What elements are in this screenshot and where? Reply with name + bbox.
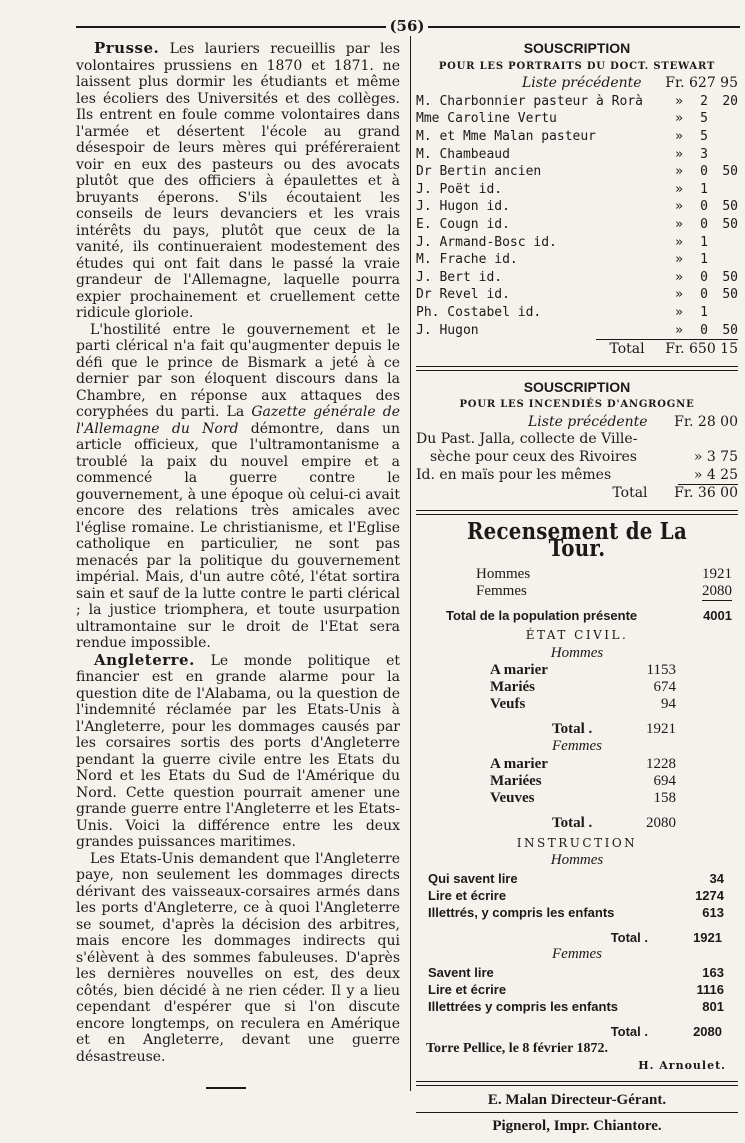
subscriber-mark: » bbox=[675, 164, 683, 180]
angleterre-paragraph bbox=[76, 652, 400, 851]
subscriber-francs: 5 bbox=[700, 128, 708, 144]
census-row-value: 674 bbox=[653, 679, 676, 696]
subscriber-row bbox=[416, 304, 738, 322]
etats-unis-paragraph: Les Etats-Unis demandent que l'Angleterre paye, non seulement les dommages directs dérivant des vaisseaux-corsaires armés dans les ports d'Angleterre, ce à quoi l'Angleterre se soumet, d'après la décision des arbitres, mais encore les dommages indirects qui s'élèvent à des sommes fabuleuses. D'après les dernières nouvelles on est, des deux côtés, bien décidé à ne rien céder. Il y a lieu cependant d'espérer que si l'on discute encore longtemps, on reculera en Amérique et en Angleterre, devant une guerre désastreuse. bbox=[76, 850, 400, 1065]
subscriber-mark: » bbox=[675, 252, 683, 268]
angrogne-total bbox=[416, 485, 738, 503]
subscriber-mark: » bbox=[675, 269, 683, 285]
subscriber-name: E. Cougn id. bbox=[416, 216, 510, 232]
instruction-row-value: 1274 bbox=[695, 888, 724, 903]
census-row bbox=[416, 790, 738, 807]
angrogne-line-2 bbox=[416, 449, 738, 467]
header-rule-left bbox=[76, 26, 386, 28]
stewart-title: SOUSCRIPTION bbox=[523, 40, 631, 56]
instruction-row-value: 613 bbox=[702, 905, 724, 920]
right-column bbox=[416, 40, 738, 1136]
gazette-title: Gazette générale de l'Allemagne du Nord bbox=[76, 404, 400, 437]
census-row-label: Mariés bbox=[490, 679, 535, 696]
director-line: E. Malan Directeur-Gérant. bbox=[487, 1091, 667, 1108]
census-row-value: 694 bbox=[653, 772, 676, 789]
hostilite-paragraph bbox=[76, 322, 400, 652]
subscriber-row bbox=[416, 216, 738, 234]
subscriber-francs: 0 bbox=[700, 199, 708, 215]
subscriber-name: M. et Mme Malan pasteur bbox=[416, 128, 597, 144]
subscriber-francs: 2 bbox=[700, 93, 708, 109]
subscriber-row bbox=[416, 198, 738, 216]
instruction-femmes-heading: Femmes bbox=[552, 946, 602, 962]
page-number: (56) bbox=[386, 16, 428, 36]
instruction-femmes-rows bbox=[416, 964, 738, 1015]
subscriber-francs: 0 bbox=[700, 287, 708, 303]
angrogne-total-value: Fr. 36 00 bbox=[674, 485, 738, 502]
census-total-pop-label: Total de la population présente bbox=[446, 608, 638, 624]
hommes-total bbox=[416, 721, 738, 738]
subscriber-row bbox=[416, 322, 738, 340]
subscriber-mark: » bbox=[675, 181, 683, 197]
femmes-total bbox=[416, 815, 738, 832]
subscriber-mark: » bbox=[675, 234, 683, 250]
subscriber-cents: 50 bbox=[722, 269, 738, 285]
subscriber-row bbox=[416, 93, 738, 111]
prusse-heading: Prusse. bbox=[94, 39, 160, 57]
angrogne-subscription bbox=[416, 379, 738, 503]
census-row bbox=[416, 756, 738, 773]
subscriber-francs: 3 bbox=[700, 146, 708, 162]
instruction-row-label: Lire et écrire bbox=[428, 888, 507, 903]
section-double-rule-3 bbox=[416, 1081, 738, 1086]
instruction-row bbox=[416, 981, 738, 998]
prusse-paragraph bbox=[76, 40, 400, 322]
stewart-previous-list bbox=[416, 75, 738, 93]
subscriber-row bbox=[416, 110, 738, 128]
subscriber-cents: 20 bbox=[722, 93, 738, 109]
left-column bbox=[76, 40, 400, 1089]
census-row-label: Mariées bbox=[490, 772, 542, 789]
subscriber-cents: 50 bbox=[722, 287, 738, 303]
census-row-label: A marier bbox=[490, 755, 548, 772]
instruction-row bbox=[416, 887, 738, 904]
subscriber-mark: » bbox=[675, 93, 683, 109]
subscriber-row bbox=[416, 286, 738, 304]
instruction-row-label: Illettrés, y compris les enfants bbox=[428, 905, 615, 920]
subscriber-mark: » bbox=[675, 199, 683, 215]
census-femmes-value: 2080 bbox=[702, 583, 732, 600]
angrogne-line-2-text: sèche pour ceux des Rivoires bbox=[430, 449, 637, 466]
hostilite-text-b: démontre, dans un article officieux, que l'ultramontanisme a troublé la paix du nouvel empire et a commencé la guerre contre le gouvernement, à une époque où celui-ci avait encore des relations très amicales avec l'église romaine. Le christianisme, et l'Eglise catholique en particulier, ne sont pas menacés par la politique du gouvernement impérial. Mais, d'un autre côté, l'état sortira sain et sauf de la lutte contre le parti clérical ; la justice triomphera, et toute usurpation ultramontaine sur le droit de l'Etat sera rendue impossible. bbox=[76, 420, 400, 651]
etat-civil-hommes-heading: Hommes bbox=[550, 644, 604, 661]
instruction-row bbox=[416, 964, 738, 981]
instruction-row-label: Qui savent lire bbox=[428, 871, 518, 886]
subscriber-name: Ph. Costabel id. bbox=[416, 304, 542, 320]
instruction-row-label: Savent lire bbox=[428, 964, 494, 980]
subscriber-name: J. Armand-Bosc id. bbox=[416, 234, 557, 250]
column-divider bbox=[410, 36, 411, 1091]
instruction-row-value: 34 bbox=[709, 871, 724, 886]
instruction-hommes-rows bbox=[416, 870, 738, 921]
census-place-date bbox=[416, 1040, 738, 1058]
instruction-row-label: Illettrées y compris les enfants bbox=[428, 998, 619, 1014]
census-femmes bbox=[416, 583, 732, 601]
stewart-total bbox=[596, 339, 738, 359]
stewart-prev-value: Fr. 627 95 bbox=[665, 75, 738, 92]
subscriber-mark: » bbox=[675, 322, 683, 338]
subscriber-name: J. Hugon bbox=[416, 322, 479, 338]
census-row-label: A marier bbox=[490, 662, 548, 679]
subscriber-name: Dr Bertin ancien bbox=[416, 164, 542, 180]
subscriber-name: M. Charbonnier pasteur à Rorà bbox=[416, 93, 643, 109]
subscriber-row bbox=[416, 128, 738, 146]
census-row-label: Veuves bbox=[490, 789, 535, 806]
census-row-value: 158 bbox=[653, 789, 676, 806]
angrogne-line-3-value: » 4 25 bbox=[678, 467, 738, 486]
femmes-total-value: 2080 bbox=[646, 814, 676, 831]
subscriber-francs: 1 bbox=[700, 304, 708, 320]
angrogne-line-1: Du Past. Jalla, collecte de Ville- bbox=[416, 431, 638, 448]
instruction-row-value: 1116 bbox=[696, 981, 724, 997]
instruction-row bbox=[416, 870, 738, 887]
hommes-rows bbox=[416, 662, 738, 713]
printer-line: Pignerol, Impr. Chiantore. bbox=[492, 1118, 662, 1135]
etat-civil-femmes-heading: Femmes bbox=[552, 738, 602, 755]
angrogne-line-3-text: Id. en maïs pour les mêmes bbox=[416, 466, 612, 483]
angleterre-text: Le monde politique et financier est en grande alarme pour la question dite de l'Alabama, ou la question de l'indemnité réclamée par les Etats-Unis à l'Angleterre, pour les dommages causés par les corsaires sortis des ports d'Angleterre pendant la guerre civile entre les Etats du Nord et les Etats du Sud de l'Amérique du Nord. Cette question pourrait amener une grande guerre entre l'Angleterre et les Etats-Unis. Voici la différence entre les deux grandes puissances maritimes. bbox=[76, 652, 400, 850]
section-double-rule-1 bbox=[416, 366, 738, 371]
stewart-subtitle: POUR LES PORTRAITS DU DOCT. STEWART bbox=[438, 60, 716, 72]
angrogne-line-3 bbox=[416, 467, 738, 486]
stewart-subscription bbox=[416, 40, 738, 359]
instruction-femmes-total-label: Total . bbox=[610, 1023, 648, 1039]
census-row-value: 1228 bbox=[646, 755, 676, 772]
stewart-prev-label: Liste précédente bbox=[521, 75, 642, 92]
prusse-text: Les lauriers recueillis par les volontaires prussiens en 1870 et 1871. ne laissent plus dormir les étudiants et même les écoliers des Universités et des collèges. Ils entrent en foule comme volontaires dans l'armée et désertent l'école au grand désespoir de leurs mères qui préféreraient voir en eux des pasteurs ou des avocats plutôt que des officiers à épaulettes et à bruyants éperons. S'ils écoutaient les conseils de leurs devanciers et les vrais intérêts du pays, plutôt que ceux de la vanité, ils continueraient modestement des études qui ont fait dans le passé la vraie grandeur de l'Allemagne, laquelle pourra expier prochainement et cruellement cette ridicule gloriole. bbox=[76, 41, 401, 321]
census-title: Recensement de La Tour. bbox=[466, 517, 688, 563]
femmes-total-label: Total . bbox=[552, 814, 593, 831]
census-hommes-label: Hommes bbox=[476, 566, 531, 583]
subscriber-name: Dr Revel id. bbox=[416, 287, 510, 303]
hommes-total-label: Total . bbox=[552, 721, 593, 738]
stewart-rows bbox=[416, 93, 738, 339]
instruction-row bbox=[416, 998, 738, 1015]
census-hommes bbox=[416, 566, 732, 583]
subscriber-row bbox=[416, 181, 738, 199]
section-double-rule-2 bbox=[416, 510, 738, 515]
stewart-total-label: Total bbox=[609, 341, 645, 358]
femmes-rows bbox=[416, 756, 738, 807]
instruction-heading: INSTRUCTION bbox=[516, 835, 638, 850]
subscriber-row bbox=[416, 146, 738, 164]
instruction-hommes-total-label: Total . bbox=[610, 930, 648, 945]
subscriber-mark: » bbox=[675, 128, 683, 144]
angleterre-heading: Angleterre. bbox=[94, 650, 195, 669]
subscriber-name: M. Chambeaud bbox=[416, 146, 510, 162]
subscriber-name: M. Frache id. bbox=[416, 252, 518, 268]
subscriber-francs: 0 bbox=[700, 164, 708, 180]
census-section bbox=[416, 517, 738, 1075]
hommes-total-value: 1921 bbox=[646, 721, 676, 738]
angrogne-previous-list bbox=[416, 414, 738, 432]
article-end-rule bbox=[206, 1087, 246, 1089]
subscriber-mark: » bbox=[675, 111, 683, 127]
census-hommes-value: 1921 bbox=[702, 566, 732, 583]
instruction-hommes-heading: Hommes bbox=[550, 852, 604, 869]
hostilite-text-a: L'hostilité entre le gouvernement et le parti clérical n'a fait qu'augmenter depuis le défi que le prince de Bismark a jeté à ce dernier par son éloquent discours dans la Chambre, en réponse aux attaques des coryphées du parti. La bbox=[76, 321, 400, 420]
census-row bbox=[416, 773, 738, 790]
subscriber-mark: » bbox=[675, 216, 683, 232]
subscriber-francs: 0 bbox=[700, 322, 708, 338]
census-row-value: 94 bbox=[661, 696, 676, 713]
subscriber-francs: 1 bbox=[700, 234, 708, 250]
census-row-value: 1153 bbox=[646, 662, 676, 679]
subscriber-cents: 50 bbox=[722, 164, 738, 180]
angrogne-prev-value: Fr. 28 00 bbox=[674, 413, 738, 430]
etat-civil-heading: ÉTAT CIVIL. bbox=[525, 628, 629, 643]
subscriber-row bbox=[416, 269, 738, 287]
stewart-total-value: Fr. 650 15 bbox=[665, 341, 738, 358]
subscriber-francs: 0 bbox=[700, 216, 708, 232]
subscriber-row bbox=[416, 163, 738, 181]
subscriber-francs: 1 bbox=[700, 181, 708, 197]
census-total-pop bbox=[416, 607, 732, 624]
header-rule-right bbox=[428, 26, 740, 28]
subscriber-francs: 1 bbox=[700, 252, 708, 268]
instruction-row-label: Lire et écrire bbox=[428, 981, 507, 997]
subscriber-mark: » bbox=[675, 304, 683, 320]
subscriber-row bbox=[416, 234, 738, 252]
subscriber-mark: » bbox=[675, 146, 683, 162]
instruction-femmes-total bbox=[416, 1023, 738, 1040]
instruction-hommes-total-value: 1921 bbox=[693, 930, 722, 945]
subscriber-row bbox=[416, 251, 738, 269]
census-place-date-text: Torre Pellice, le 8 février 1872. bbox=[426, 1040, 609, 1056]
subscriber-mark: » bbox=[675, 287, 683, 303]
subscriber-francs: 0 bbox=[700, 269, 708, 285]
census-femmes-label: Femmes bbox=[476, 583, 527, 600]
instruction-row-value: 801 bbox=[702, 998, 724, 1014]
subscriber-cents: 50 bbox=[722, 199, 738, 215]
subscriber-francs: 5 bbox=[700, 111, 708, 127]
census-row bbox=[416, 696, 738, 713]
angrogne-line-2-value: » 3 75 bbox=[693, 449, 738, 466]
footer-rule bbox=[416, 1112, 738, 1113]
instruction-hommes-total bbox=[416, 929, 738, 946]
angrogne-subtitle: POUR LES INCENDIÉS D'ANGROGNE bbox=[459, 399, 695, 411]
census-total-pop-value: 4001 bbox=[703, 608, 732, 624]
census-row bbox=[416, 679, 738, 696]
instruction-femmes-total-value: 2080 bbox=[693, 1023, 722, 1039]
census-row bbox=[416, 662, 738, 679]
subscriber-name: J. Hugon id. bbox=[416, 199, 510, 215]
subscriber-name: J. Poët id. bbox=[416, 181, 503, 197]
angrogne-prev-label: Liste précédente bbox=[527, 413, 648, 430]
census-signature: H. Arnoulet. bbox=[638, 1059, 726, 1073]
subscriber-cents: 50 bbox=[722, 322, 738, 338]
subscriber-name: J. Bert id. bbox=[416, 269, 503, 285]
instruction-row-value: 163 bbox=[702, 964, 724, 980]
subscriber-cents: 50 bbox=[722, 216, 738, 232]
angrogne-title: SOUSCRIPTION bbox=[523, 378, 631, 395]
instruction-row bbox=[416, 904, 738, 921]
subscriber-name: Mme Caroline Vertu bbox=[416, 111, 557, 127]
angrogne-total-label: Total bbox=[612, 485, 648, 502]
census-row-label: Veufs bbox=[490, 696, 526, 713]
